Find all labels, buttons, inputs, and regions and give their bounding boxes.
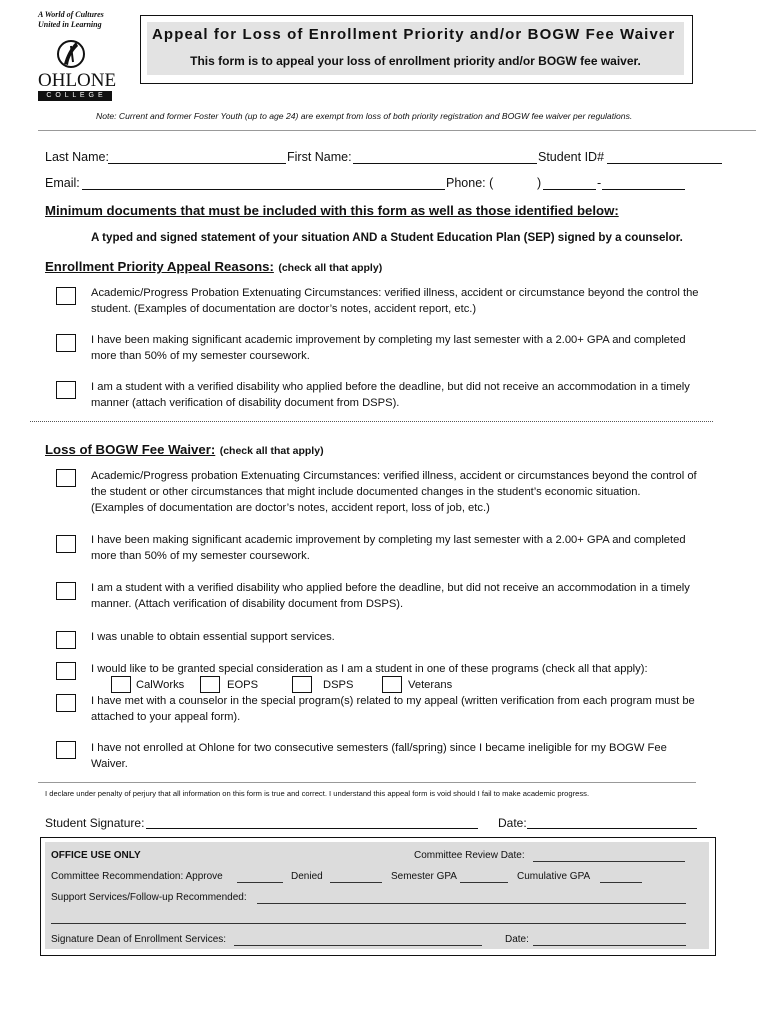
min-docs-heading: Minimum documents that must be included with this form as well as those identified below: bbox=[45, 203, 619, 218]
form-header bbox=[140, 15, 693, 84]
signature-date-label: Date: bbox=[498, 816, 527, 830]
enrollment-checkbox-1[interactable] bbox=[56, 287, 76, 305]
bogw-item-3-line-1: I am a student with a verified disability who applied before the deadline, but did not receive an accommodation in a timely bbox=[91, 582, 690, 594]
dean-signature-label: Signature Dean of Enrollment Services: bbox=[51, 934, 227, 945]
bogw-item-1-line-2: the student or other circumstances that might include documented changes in the student’s economic situation. bbox=[91, 486, 641, 498]
form-subtitle: This form is to appeal your loss of enrollment priority and/or BOGW fee waiver. bbox=[190, 54, 641, 68]
cumulative-gpa-field[interactable] bbox=[600, 882, 642, 883]
enrollment-item-3-line-2: manner (attach verification of disability document from DSPS). bbox=[91, 397, 400, 409]
signature-date-field[interactable] bbox=[527, 828, 697, 829]
enrollment-heading-hint: (check all that apply) bbox=[278, 262, 383, 274]
bogw-item-6-line-1: I have met with a counselor in the special program(s) related to my appeal (written verification from each program must be bbox=[91, 695, 695, 707]
bogw-heading-title: Loss of BOGW Fee Waiver: bbox=[45, 442, 216, 457]
program-label-calworks: CalWorks bbox=[136, 679, 185, 691]
phone-dash: - bbox=[597, 176, 602, 190]
enrollment-checkbox-2[interactable] bbox=[56, 334, 76, 352]
program-label-eops: EOPS bbox=[227, 679, 259, 691]
student-signature-field[interactable] bbox=[146, 828, 478, 829]
bogw-item-1-line-3: (Examples of documentation are doctor’s notes, accident report, loss of job, etc.) bbox=[91, 502, 490, 514]
bogw-item-5-line-1: I would like to be granted special consideration as I am a student in one of these programs (check all that apply): bbox=[91, 663, 648, 675]
enrollment-heading bbox=[45, 258, 382, 276]
cumulative-gpa-label: Cumulative GPA bbox=[517, 871, 591, 882]
support-services-label: Support Services/Follow-up Recommended: bbox=[51, 892, 247, 903]
logo-name: OHLONE bbox=[38, 70, 117, 91]
form-title: Appeal for Loss of Enrollment Priority and/or BOGW Fee Waiver bbox=[152, 26, 676, 43]
office-use-box bbox=[40, 837, 716, 956]
support-services-field-2[interactable] bbox=[51, 923, 686, 924]
last-name-field[interactable] bbox=[108, 163, 286, 164]
bogw-item-4-line-1: I was unable to obtain essential support services. bbox=[91, 631, 335, 643]
logo-tagline-1: A World of Cultures bbox=[38, 10, 104, 19]
last-name-label: Last Name: bbox=[45, 150, 109, 164]
bogw-checkbox-5[interactable] bbox=[56, 662, 76, 680]
bogw-item-1-line-1: Academic/Progress probation Extenuating Circumstances: verified illness, accident or circumstances beyond the control of bbox=[91, 470, 697, 482]
college-logo bbox=[38, 10, 117, 100]
enrollment-item-2-line-1: I have been making significant academic improvement by completing my last semester with a 2.00+ GPA and completed bbox=[91, 334, 686, 346]
min-docs-statement: A typed and signed statement of your situation AND a Student Education Plan (SEP) signed by a counselor. bbox=[91, 231, 683, 244]
bogw-item-2-line-1: I have been making significant academic improvement by completing my last semester with a 2.00+ GPA and completed bbox=[91, 534, 686, 546]
program-checkbox-eops[interactable] bbox=[200, 676, 220, 693]
bogw-checkbox-3[interactable] bbox=[56, 582, 76, 600]
divider bbox=[38, 130, 756, 131]
semester-gpa-field[interactable] bbox=[460, 882, 508, 883]
perjury-declaration: I declare under penalty of perjury that all information on this form is true and correct. I understand this appeal form is void should I fail to make academic progress. bbox=[45, 789, 590, 798]
approve-field[interactable] bbox=[237, 882, 283, 883]
program-checkbox-calworks[interactable] bbox=[111, 676, 131, 693]
semester-gpa-label: Semester GPA bbox=[391, 871, 457, 882]
enrollment-checkbox-3[interactable] bbox=[56, 381, 76, 399]
bogw-item-2-line-2: more than 50% of my semester coursework. bbox=[91, 550, 310, 562]
logo-tagline-2: United in Learning bbox=[38, 20, 102, 29]
logo-sub: C O L L E G E bbox=[38, 91, 112, 101]
denied-field[interactable] bbox=[330, 882, 382, 883]
bogw-checkbox-6[interactable] bbox=[56, 694, 76, 712]
enrollment-item-1-line-2: student. (Examples of documentation are doctor’s notes, accident report, etc.) bbox=[91, 303, 477, 315]
student-id-label: Student ID# bbox=[538, 150, 605, 164]
enrollment-item-1-line-1: Academic/Progress Probation Extenuating Circumstances: verified illness, accident or circumstance beyond the control the bbox=[91, 287, 699, 299]
program-label-veterans: Veterans bbox=[408, 679, 453, 691]
enrollment-item-2-line-2: more than 50% of my semester coursework. bbox=[91, 350, 310, 362]
bogw-item-6-line-2: attached to your appeal form). bbox=[91, 711, 241, 723]
committee-review-date-label: Committee Review Date: bbox=[414, 850, 525, 861]
logo-emblem-icon bbox=[54, 38, 88, 70]
bogw-item-7-line-2: Waiver. bbox=[91, 758, 128, 770]
committee-recommendation-label: Committee Recommendation: Approve bbox=[51, 871, 223, 882]
phone-label: Phone: ( bbox=[446, 176, 494, 190]
email-field[interactable] bbox=[82, 189, 445, 190]
phone-area-close: ) bbox=[537, 176, 542, 190]
office-use-title: OFFICE USE ONLY bbox=[51, 850, 141, 861]
bogw-item-7-line-1: I have not enrolled at Ohlone for two consecutive semesters (fall/spring) since I became ineligible for my BOGW Fee bbox=[91, 742, 667, 754]
dean-date-label: Date: bbox=[505, 934, 529, 945]
phone-number-field[interactable] bbox=[602, 189, 685, 190]
phone-prefix-field[interactable] bbox=[543, 189, 596, 190]
bogw-checkbox-1[interactable] bbox=[56, 469, 76, 487]
email-label: Email: bbox=[45, 176, 80, 190]
bogw-checkbox-7[interactable] bbox=[56, 741, 76, 759]
bogw-item-3-line-2: manner. (Attach verification of disability document from DSPS). bbox=[91, 598, 404, 610]
dean-date-field[interactable] bbox=[533, 945, 686, 946]
divider bbox=[38, 782, 696, 783]
form-title-band bbox=[147, 22, 684, 75]
bogw-checkbox-4[interactable] bbox=[56, 631, 76, 649]
program-label-dsps: DSPS bbox=[323, 679, 354, 691]
committee-review-date-field[interactable] bbox=[533, 861, 685, 862]
bogw-checkbox-2[interactable] bbox=[56, 535, 76, 553]
enrollment-item-3-line-1: I am a student with a verified disability who applied before the deadline, but did not receive an accommodation in a timely bbox=[91, 381, 690, 393]
program-checkbox-dsps[interactable] bbox=[292, 676, 312, 693]
office-use-panel bbox=[45, 842, 709, 949]
bogw-heading-hint: (check all that apply) bbox=[219, 445, 324, 457]
denied-label: Denied bbox=[291, 871, 323, 882]
support-services-field[interactable] bbox=[257, 903, 686, 904]
student-signature-label: Student Signature: bbox=[45, 816, 145, 830]
first-name-field[interactable] bbox=[353, 163, 537, 164]
program-checkbox-veterans[interactable] bbox=[382, 676, 402, 693]
student-id-field[interactable] bbox=[607, 163, 722, 164]
first-name-label: First Name: bbox=[287, 150, 352, 164]
section-divider-dotted bbox=[30, 421, 713, 422]
foster-youth-note: Note: Current and former Foster Youth (up to age 24) are exempt from loss of both priority registration and BOGW fee waiver per regulations. bbox=[96, 111, 633, 121]
dean-signature-field[interactable] bbox=[234, 945, 482, 946]
bogw-heading bbox=[45, 441, 324, 459]
enrollment-heading-title: Enrollment Priority Appeal Reasons: bbox=[45, 259, 274, 274]
